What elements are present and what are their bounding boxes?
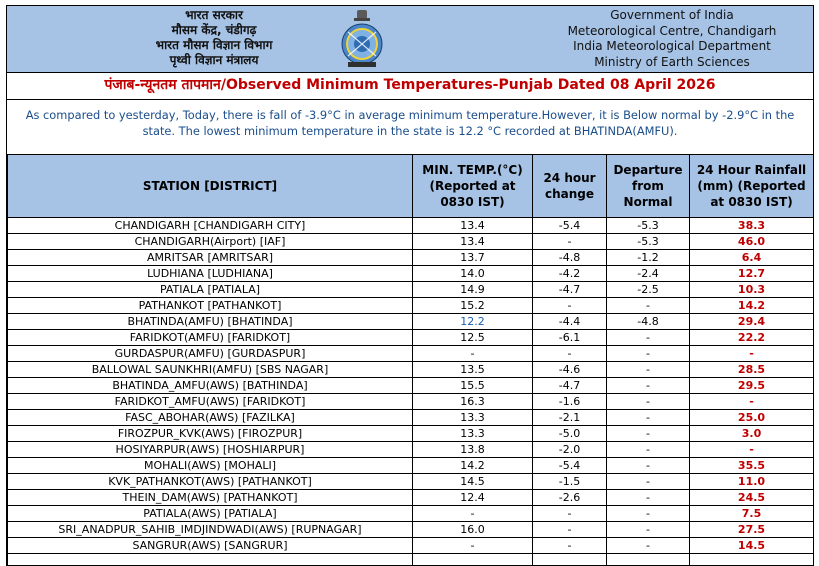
departure-cell: - (607, 506, 690, 522)
change-cell: -4.8 (533, 250, 607, 266)
min-temp-cell: - (413, 538, 533, 554)
table-row (8, 362, 814, 378)
change-cell: -5.4 (533, 218, 607, 234)
departure-cell: - (607, 442, 690, 458)
hindi-line: भारत मौसम विज्ञान विभाग (155, 38, 273, 52)
station-cell: PATIALA(AWS) [PATIALA] (8, 506, 413, 522)
change-cell (533, 554, 607, 566)
departure-cell: - (607, 538, 690, 554)
table-row (8, 394, 814, 410)
departure-cell: - (607, 522, 690, 538)
table-row (8, 506, 814, 522)
rainfall-cell: 14.2 (690, 298, 814, 314)
change-cell: -4.7 (533, 282, 607, 298)
rainfall-cell: 25.0 (690, 410, 814, 426)
station-cell: SRI_ANADPUR_SAHIB_IMDJINDWADI(AWS) [RUPNAGAR] (8, 522, 413, 538)
station-cell: SANGRUR(AWS) [SANGRUR] (8, 538, 413, 554)
station-cell: LUDHIANA [LUDHIANA] (8, 266, 413, 282)
min-temp-cell: 12.5 (413, 330, 533, 346)
english-line: Ministry of Earth Sciences (594, 54, 750, 69)
table-row (8, 410, 814, 426)
min-temp-cell: 14.5 (413, 474, 533, 490)
station-cell: GURDASPUR(AMFU) [GURDASPUR] (8, 346, 413, 362)
english-office-name (527, 8, 814, 70)
min-temp-cell: - (413, 346, 533, 362)
min-temp-cell (413, 554, 533, 566)
min-temp-cell: 16.0 (413, 522, 533, 538)
col-station: STATION [DISTRICT] (8, 155, 413, 218)
change-cell: - (533, 298, 607, 314)
rainfall-cell: 11.0 (690, 474, 814, 490)
min-temp-cell: 13.3 (413, 426, 533, 442)
table-row (8, 314, 814, 330)
station-cell: FARIDKOT(AMFU) [FARIDKOT] (8, 330, 413, 346)
station-cell: HOSIYARPUR(AWS) [HOSHIARPUR] (8, 442, 413, 458)
min-temp-cell: 12.4 (413, 490, 533, 506)
departure-cell: - (607, 362, 690, 378)
hindi-office-name (119, 8, 309, 68)
min-temp-cell: 15.2 (413, 298, 533, 314)
change-cell: -4.2 (533, 266, 607, 282)
hindi-line: भारत सरकार (185, 8, 243, 22)
rainfall-cell: 46.0 (690, 234, 814, 250)
rainfall-cell: 10.3 (690, 282, 814, 298)
departure-cell: -5.3 (607, 234, 690, 250)
departure-cell: - (607, 346, 690, 362)
english-line: Meteorological Centre, Chandigarh (567, 23, 777, 38)
min-temp-cell: 14.9 (413, 282, 533, 298)
min-temp-cell: 13.5 (413, 362, 533, 378)
station-cell (8, 554, 413, 566)
english-line: Government of India (610, 8, 734, 22)
change-cell: -4.4 (533, 314, 607, 330)
min-temp-cell: 13.4 (413, 234, 533, 250)
table-row (8, 250, 814, 266)
min-temp-cell: 13.4 (413, 218, 533, 234)
col-min-temp: MIN. TEMP.(°C) (Reported at 0830 IST) (413, 155, 533, 218)
departure-cell: - (607, 378, 690, 394)
change-cell: - (533, 346, 607, 362)
min-temp-cell: 12.2 (413, 314, 533, 330)
col-24h-change: 24 hour change (533, 155, 607, 218)
english-line: India Meteorological Department (573, 39, 771, 53)
min-temp-cell: 14.0 (413, 266, 533, 282)
station-cell: MOHALI(AWS) [MOHALI] (8, 458, 413, 474)
rainfall-cell: 28.5 (690, 362, 814, 378)
rainfall-cell: 12.7 (690, 266, 814, 282)
report-title: पंजाब-न्यूनतम तापमान/Observed Minimum Temperatures-Punjab Dated 08 April 2026 (7, 73, 813, 100)
min-temp-cell: 16.3 (413, 394, 533, 410)
departure-cell: -2.5 (607, 282, 690, 298)
station-cell: PATIALA [PATIALA] (8, 282, 413, 298)
table-row (8, 458, 814, 474)
station-cell: KVK_PATHANKOT(AWS) [PATHANKOT] (8, 474, 413, 490)
table-row (8, 218, 814, 234)
table-row (8, 538, 814, 554)
departure-cell: - (607, 394, 690, 410)
hindi-line: पृथ्वी विज्ञान मंत्रालय (169, 53, 259, 67)
departure-cell: - (607, 490, 690, 506)
rainfall-cell: 29.4 (690, 314, 814, 330)
station-cell: THEIN_DAM(AWS) [PATHANKOT] (8, 490, 413, 506)
table-row (8, 490, 814, 506)
table-row (8, 266, 814, 282)
change-cell: -1.6 (533, 394, 607, 410)
min-temp-cell: 13.8 (413, 442, 533, 458)
change-cell: -1.5 (533, 474, 607, 490)
rainfall-cell: 38.3 (690, 218, 814, 234)
table-row (8, 474, 814, 490)
change-cell: - (533, 506, 607, 522)
rainfall-cell: - (690, 442, 814, 458)
table-row (8, 442, 814, 458)
rainfall-cell: 24.5 (690, 490, 814, 506)
table-row (8, 426, 814, 442)
summary-text: As compared to yesterday, Today, there is fall of -3.9°C in average minimum temperature.However, it is Below normal by -2.9°C in the state. The lowest minimum temperature in the state is 12.2 °C recorded at BHATINDA(AMFU). (7, 100, 813, 155)
rainfall-cell: 14.5 (690, 538, 814, 554)
change-cell: - (533, 234, 607, 250)
change-cell: -2.0 (533, 442, 607, 458)
rainfall-cell: 22.2 (690, 330, 814, 346)
min-temp-cell: 15.5 (413, 378, 533, 394)
rainfall-cell: 29.5 (690, 378, 814, 394)
departure-cell: - (607, 458, 690, 474)
temperature-table (7, 155, 814, 566)
table-row (8, 330, 814, 346)
station-cell: PATHANKOT [PATHANKOT] (8, 298, 413, 314)
departure-cell: - (607, 474, 690, 490)
departure-cell (607, 554, 690, 566)
departure-cell: - (607, 298, 690, 314)
departure-cell: - (607, 330, 690, 346)
rainfall-cell: - (690, 346, 814, 362)
station-cell: BHATINDA(AMFU) [BHATINDA] (8, 314, 413, 330)
imd-emblem-icon (340, 10, 384, 68)
station-cell: CHANDIGARH(Airport) [IAF] (8, 234, 413, 250)
table-body (8, 218, 814, 566)
departure-cell: -1.2 (607, 250, 690, 266)
change-cell: -2.6 (533, 490, 607, 506)
rainfall-cell: 27.5 (690, 522, 814, 538)
rainfall-cell: - (690, 394, 814, 410)
change-cell: -2.1 (533, 410, 607, 426)
table-row (8, 346, 814, 362)
rainfall-cell: 3.0 (690, 426, 814, 442)
rainfall-cell: 6.4 (690, 250, 814, 266)
rainfall-cell (690, 554, 814, 566)
table-row (8, 298, 814, 314)
departure-cell: - (607, 410, 690, 426)
min-temp-cell: 14.2 (413, 458, 533, 474)
table-row (8, 554, 814, 566)
hindi-line: मौसम केंद्र, चंडीगढ़ (171, 23, 257, 37)
rainfall-cell: 7.5 (690, 506, 814, 522)
change-cell: - (533, 522, 607, 538)
table-row (8, 282, 814, 298)
change-cell: -6.1 (533, 330, 607, 346)
change-cell: -4.7 (533, 378, 607, 394)
station-cell: FIROZPUR_KVK(AWS) [FIROZPUR] (8, 426, 413, 442)
departure-cell: -5.3 (607, 218, 690, 234)
rainfall-cell: 35.5 (690, 458, 814, 474)
table-row (8, 378, 814, 394)
min-temp-cell: 13.7 (413, 250, 533, 266)
change-cell: -5.0 (533, 426, 607, 442)
change-cell: -4.6 (533, 362, 607, 378)
min-temp-cell: 13.3 (413, 410, 533, 426)
report-frame (6, 5, 814, 566)
station-cell: FARIDKOT_AMFU(AWS) [FARIDKOT] (8, 394, 413, 410)
report-header (7, 6, 813, 73)
station-cell: BALLOWAL SAUNKHRI(AMFU) [SBS NAGAR] (8, 362, 413, 378)
station-cell: AMRITSAR [AMRITSAR] (8, 250, 413, 266)
departure-cell: -4.8 (607, 314, 690, 330)
min-temp-cell: - (413, 506, 533, 522)
change-cell: - (533, 538, 607, 554)
departure-cell: -2.4 (607, 266, 690, 282)
station-cell: FASC_ABOHAR(AWS) [FAZILKA] (8, 410, 413, 426)
col-departure: Departure from Normal (607, 155, 690, 218)
table-row (8, 522, 814, 538)
station-cell: BHATINDA_AMFU(AWS) [BATHINDA] (8, 378, 413, 394)
change-cell: -5.4 (533, 458, 607, 474)
station-cell: CHANDIGARH [CHANDIGARH CITY] (8, 218, 413, 234)
table-header-row (8, 155, 814, 218)
col-rainfall: 24 Hour Rainfall (mm) (Reported at 0830 IST) (690, 155, 814, 218)
table-row (8, 234, 814, 250)
departure-cell: - (607, 426, 690, 442)
